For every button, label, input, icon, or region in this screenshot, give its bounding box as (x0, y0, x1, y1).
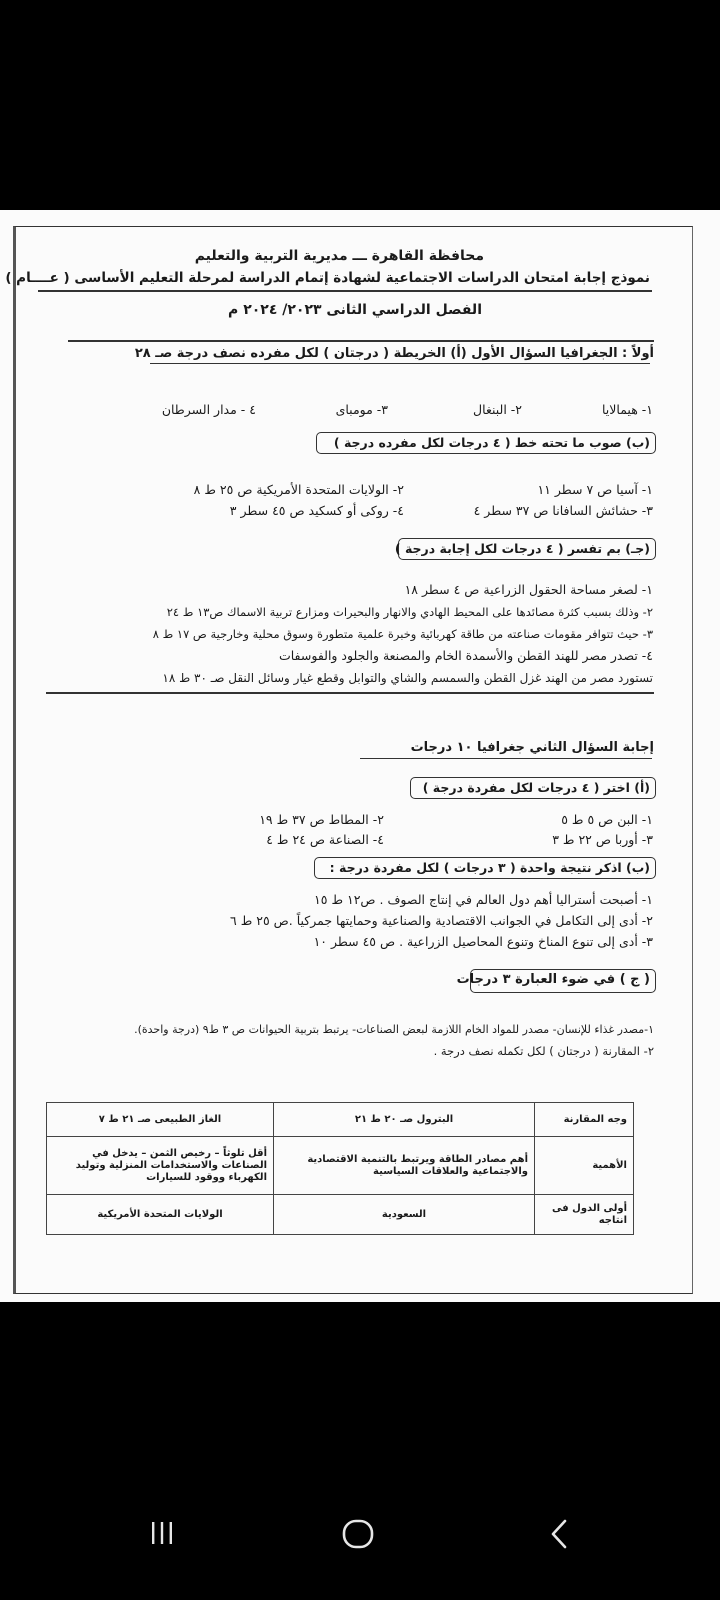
q1-b-item-1: ١- آسيا ص ٧ سطر ١١ (537, 482, 653, 497)
q1-map-item-2: ٢- البنغال (473, 402, 522, 417)
q2-a-title: (أ) اختر ( ٤ درجات لكل مفردة درجة ) (422, 780, 650, 795)
header-line2: نموذج إجابة امتحان الدراسات الاجتماعية لشهادة إتمام الدراسة لمرحلة التعليم الأساسى ( عــــام ) (5, 270, 650, 286)
q2-c-item-2: ٢- المقارنة ( درجتان ) لكل تكمله نصف درجة . (433, 1044, 654, 1058)
back-button[interactable] (548, 1518, 570, 1550)
table-cell: أهم مصادر الطاقة ويرتبط بالتنمية الاقتصادية والاجتماعية والعلاقات السياسية (274, 1137, 535, 1195)
q2-c-title: ( ج ) في ضوء العبارة ٣ درجات (456, 972, 650, 987)
q1-title-rule (150, 363, 650, 364)
q1-map-item-4: ٤ - مدار السرطان (161, 402, 256, 417)
q1-b-item-3: ٣- حشائش السافانا ص ٣٧ سطر ٤ (473, 503, 653, 518)
table-cell: الولايات المتحدة الأمريكية (47, 1195, 274, 1235)
recent-apps-button[interactable] (150, 1520, 174, 1546)
q2-title: إجابة السؤال الثاني جغرافيا ١٠ درجات (410, 740, 654, 755)
q1-c-item-4: ٤- تصدر مصر للهند القطن والأسمدة الخام والمصنعة والجلود والفوسفات (278, 648, 653, 663)
q1-c-item-2: ٢- وذلك بسبب كثرة مصائدها على المحيط الهادي والانهار والبحيرات ومزارع تربية الاسماك ص١٣ ط ٢٤ (166, 605, 653, 619)
table-cell: وجه المقارنة (535, 1103, 634, 1137)
table-row (47, 1137, 634, 1195)
q1-top-rule (68, 340, 654, 342)
header-rule (38, 290, 652, 292)
document-page (0, 210, 720, 1302)
table-cell: أولى الدول فى انتاجه (535, 1195, 634, 1235)
table-cell: البترول صـ ٢٠ ط ٢١ (274, 1103, 535, 1137)
q1-map-item-3: ٣- مومباى (335, 402, 388, 417)
comparison-table (46, 1102, 634, 1235)
q2-b-item-1: ١- أصبحت أستراليا أهم دول العالم في إنتاج الصوف . ص١٢ ط ١٥ (314, 892, 653, 907)
home-icon (342, 1519, 374, 1549)
header-line1: محافظة القاهرة ـــ مديرية التربية والتعليم (194, 248, 484, 264)
q1-b-item-4: ٤- روكى أو كسكيد ص ٤٥ سطر ٣ (229, 503, 404, 518)
q2-c-item-1: ١-مصدر غذاء للإنسان- مصدر للمواد الخام اللازمة لبعض الصناعات- يرتبط بتربية الحيوانات ص ٣ ط٩ (درجة واحدة). (134, 1023, 654, 1036)
q2-b-item-2: ٢- أدى إلى التكامل في الجوانب الاقتصادية والصناعية وحمايتها جمركياً .ص ٢٥ ط ٦ (230, 913, 653, 928)
q1-c-item-5: تستورد مصر من الهند غزل القطن والسمسم والشاي والتوابل وقطع غيار وسائل النقل صـ ٣٠ ط ١٨ (162, 671, 653, 685)
table-row (47, 1103, 634, 1137)
home-button[interactable] (342, 1519, 374, 1549)
table-row (47, 1195, 634, 1235)
table-cell: الأهمية (535, 1137, 634, 1195)
q2-a-item-3: ٣- أوربا ص ٢٢ ط ٣ (552, 832, 653, 847)
q2-b-item-3: ٣- أدى إلى تنوع المناخ وتنوع المحاصيل الزراعية . ص ٤٥ سطر ١٠ (313, 934, 653, 949)
navigation-bar (0, 1302, 720, 1600)
q1-c-item-1: ١- لصغر مساحة الحقول الزراعية ص ٤ سطر ١٨ (404, 582, 653, 597)
q1-title: أولاً : الجغرافيا السؤال الأول (أ) الخريطة ( درجتان ) لكل مفرده نصف درجة صـ ٢٨ (134, 346, 654, 361)
q2-a-item-4: ٤- الصناعة ص ٢٤ ط ٤ (266, 832, 384, 847)
q1-map-item-1: ١- هيمالايا (601, 402, 653, 417)
recent-apps-icon (150, 1520, 174, 1546)
table-cell: أقل تلوثاً – رخيص الثمن – يدخل في الصناعات والاستخدامات المنزلية وتوليد الكهرباء ووقود للسيارات (47, 1137, 274, 1195)
back-icon (548, 1518, 570, 1550)
q1-b-item-2: ٢- الولايات المتحدة الأمريكية ص ٢٥ ط ٨ (193, 482, 404, 497)
table-cell: الغاز الطبيعى صـ ٢١ ط ٧ (47, 1103, 274, 1137)
q1-bottom-rule (46, 692, 654, 694)
q2-a-item-2: ٢- المطاط ص ٣٧ ط ١٩ (259, 812, 384, 827)
table-cell: السعودية (274, 1195, 535, 1235)
q2-a-item-1: ١- البن ص ٥ ط ٥ (561, 812, 653, 827)
q1-b-title: (ب) صوب ما تحته خط ( ٤ درجات لكل مفرده درجة ) (333, 435, 650, 450)
q2-b-title: (ب) اذكر نتيجة واحدة ( ٣ درجات ) لكل مفردة درجة : (329, 860, 650, 875)
q2-title-rule (360, 758, 652, 759)
q1-c-title: (جـ) بم تفسر ( ٤ درجات لكل إجابة درجة ) (394, 541, 650, 556)
header-line3: الفصل الدراسي الثانى ٢٠٢٣/ ٢٠٢٤ م (228, 302, 482, 318)
q1-c-item-3: ٣- حيث تتوافر مقومات صناعته من طاقة كهربائية وخبرة علمية متطورة وسوق محلية وخارجية ص ١٧ ط ٨ (152, 627, 653, 641)
